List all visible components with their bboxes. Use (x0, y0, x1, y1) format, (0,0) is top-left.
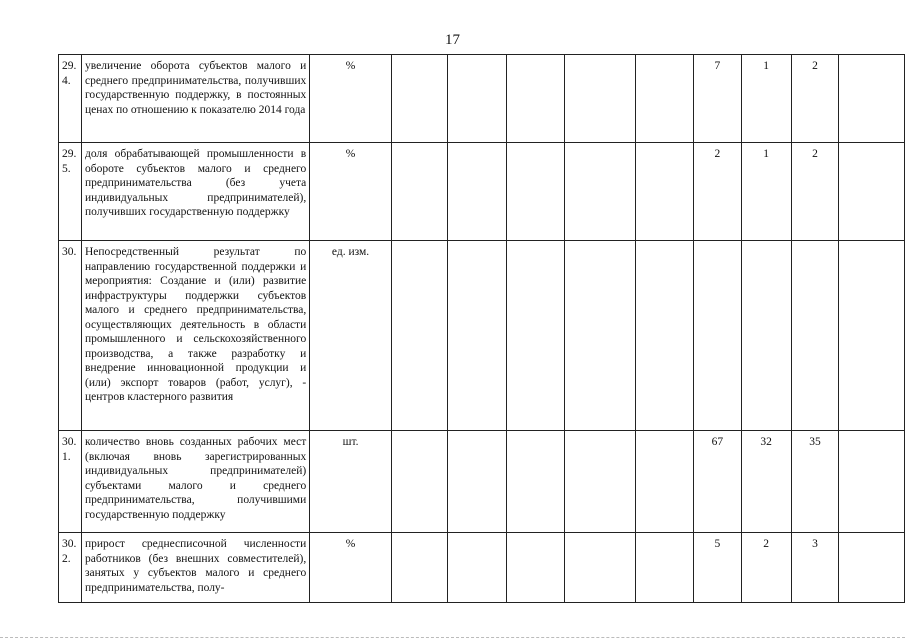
row-value-7: 32 (741, 431, 791, 533)
row-value-5 (636, 533, 694, 603)
row-unit: ед. изм. (310, 241, 392, 431)
row-value-2 (447, 533, 507, 603)
row-number: 30. (59, 241, 82, 431)
row-number: 29. 4. (59, 55, 82, 143)
row-value-5 (636, 241, 694, 431)
row-value-7: 1 (741, 55, 791, 143)
row-value-4 (564, 241, 636, 431)
row-value-8 (791, 241, 839, 431)
table-row (59, 241, 905, 431)
row-description: количество вновь созданных рабочих мест (включая вновь зарегистрированных индивидуальных предпринимателей) субъектами малого и среднего предпринимательства, получившими государственную поддержку (81, 431, 309, 533)
row-value-9 (839, 241, 905, 431)
row-value-9 (839, 533, 905, 603)
row-description: увеличение оборота субъектов малого и среднего предпринимательства, получивших государственную поддержку, в постоянных ценах по отношению к показателю 2014 года (81, 55, 309, 143)
row-value-2 (447, 55, 507, 143)
row-value-6: 2 (693, 143, 741, 241)
row-value-1 (391, 533, 447, 603)
row-value-7: 2 (741, 533, 791, 603)
page-number: 17 (445, 32, 460, 48)
row-value-9 (839, 55, 905, 143)
row-value-9 (839, 431, 905, 533)
row-unit: % (310, 143, 392, 241)
row-value-8: 2 (791, 55, 839, 143)
row-value-2 (447, 431, 507, 533)
row-value-1 (391, 431, 447, 533)
row-value-3 (507, 241, 565, 431)
row-value-3 (507, 143, 565, 241)
row-number: 30. 2. (59, 533, 82, 603)
row-value-8: 3 (791, 533, 839, 603)
row-value-3 (507, 533, 565, 603)
row-value-6: 67 (693, 431, 741, 533)
indicators-table (58, 54, 905, 603)
row-value-3 (507, 55, 565, 143)
row-value-7: 1 (741, 143, 791, 241)
row-value-8: 2 (791, 143, 839, 241)
row-description: прирост среднесписочной численности работников (без внешних совместителей), занятых у субъектов малого и среднего предпринимательства, полу- (81, 533, 309, 603)
row-value-4 (564, 55, 636, 143)
table-row (59, 431, 905, 533)
row-value-1 (391, 143, 447, 241)
row-value-4 (564, 533, 636, 603)
table-row (59, 55, 905, 143)
row-value-4 (564, 143, 636, 241)
row-unit: % (310, 55, 392, 143)
row-description: доля обрабатывающей промышленности в обороте субъектов малого и среднего предпринимательства (без учета индивидуальных предпринимателей), получивших государственную поддержку (81, 143, 309, 241)
row-value-6: 7 (693, 55, 741, 143)
row-unit: шт. (310, 431, 392, 533)
table-row (59, 143, 905, 241)
row-number: 30. 1. (59, 431, 82, 533)
row-value-2 (447, 143, 507, 241)
row-value-4 (564, 431, 636, 533)
scan-edge-line (0, 637, 905, 638)
row-value-2 (447, 241, 507, 431)
row-value-6: 5 (693, 533, 741, 603)
row-value-5 (636, 431, 694, 533)
row-value-8: 35 (791, 431, 839, 533)
row-value-3 (507, 431, 565, 533)
row-unit: % (310, 533, 392, 603)
row-value-9 (839, 143, 905, 241)
row-value-6 (693, 241, 741, 431)
row-value-1 (391, 241, 447, 431)
row-value-1 (391, 55, 447, 143)
table-row (59, 533, 905, 603)
row-description: Непосредственный результат по направлению государственной поддержки и мероприятия: Создание и (или) развитие инфраструктуры поддержки субъектов малого и среднего предпринимательства, осуществляющих деятельность в области промышленного и сельскохозяйственного производства, а также разработку и внедрение инновационной продукции и (или) экспорт товаров (работ, услуг), - центров кластерного развития (81, 241, 309, 431)
row-number: 29. 5. (59, 143, 82, 241)
row-value-5 (636, 143, 694, 241)
row-value-7 (741, 241, 791, 431)
row-value-5 (636, 55, 694, 143)
